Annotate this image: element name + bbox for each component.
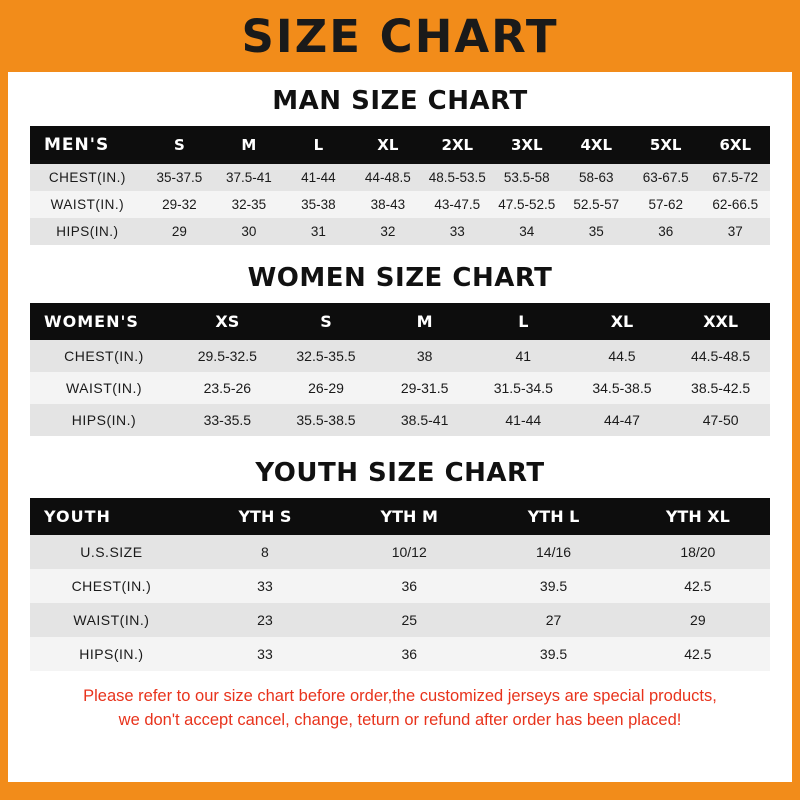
cell: 35-37.5 (145, 164, 214, 191)
header-banner (0, 0, 800, 72)
table-row (30, 569, 770, 603)
cell: 33 (193, 569, 337, 603)
content-area (8, 86, 792, 733)
cell: 34 (492, 218, 561, 245)
cell: 38.5-41 (375, 404, 474, 436)
cell: 67.5-72 (700, 164, 770, 191)
table-row (30, 164, 770, 191)
cell: 44.5 (573, 340, 672, 372)
row-label: CHEST(IN.) (30, 340, 178, 372)
column-header: 5XL (631, 126, 700, 164)
cell: 26-29 (277, 372, 376, 404)
table-row (30, 535, 770, 569)
youth-section-title: YOUTH SIZE CHART (255, 458, 545, 488)
column-header: XXL (671, 303, 770, 340)
cell: 37 (700, 218, 770, 245)
cell: 29 (626, 603, 770, 637)
cell: 23 (193, 603, 337, 637)
cell: 62-66.5 (700, 191, 770, 218)
cell: 38.5-42.5 (671, 372, 770, 404)
cell: 53.5-58 (492, 164, 561, 191)
column-header: WOMEN'S (30, 303, 178, 340)
cell: 58-63 (562, 164, 631, 191)
cell: 57-62 (631, 191, 700, 218)
cell: 27 (481, 603, 625, 637)
column-header: YTH M (337, 498, 481, 535)
row-label: WAIST(IN.) (30, 603, 193, 637)
cell: 42.5 (626, 637, 770, 671)
women-section-title: WOMEN SIZE CHART (247, 263, 553, 293)
column-header: MEN'S (30, 126, 145, 164)
cell: 48.5-53.5 (423, 164, 492, 191)
page-title: SIZE CHART (241, 9, 559, 63)
cell: 25 (337, 603, 481, 637)
row-label: HIPS(IN.) (30, 218, 145, 245)
cell: 8 (193, 535, 337, 569)
cell: 41-44 (474, 404, 573, 436)
column-header: L (284, 126, 353, 164)
column-header: YTH XL (626, 498, 770, 535)
cell: 38 (375, 340, 474, 372)
cell: 47-50 (671, 404, 770, 436)
table-header-row (30, 126, 770, 164)
column-header: 2XL (423, 126, 492, 164)
column-header: XL (573, 303, 672, 340)
column-header: 3XL (492, 126, 561, 164)
cell: 29-32 (145, 191, 214, 218)
cell: 44.5-48.5 (671, 340, 770, 372)
cell: 29 (145, 218, 214, 245)
cell: 63-67.5 (631, 164, 700, 191)
row-label: WAIST(IN.) (30, 191, 145, 218)
table-row (30, 340, 770, 372)
cell: 37.5-41 (214, 164, 283, 191)
cell: 42.5 (626, 569, 770, 603)
column-header: S (145, 126, 214, 164)
row-label: WAIST(IN.) (30, 372, 178, 404)
women-size-table (30, 303, 770, 436)
cell: 32 (353, 218, 422, 245)
cell: 34.5-38.5 (573, 372, 672, 404)
row-label: HIPS(IN.) (30, 404, 178, 436)
cell: 41 (474, 340, 573, 372)
table-row (30, 191, 770, 218)
cell: 41-44 (284, 164, 353, 191)
column-header: YTH S (193, 498, 337, 535)
cell: 36 (337, 637, 481, 671)
man-size-table (30, 126, 770, 245)
cell: 14/16 (481, 535, 625, 569)
footer-note-line-2: we don't accept cancel, change, teturn or refund after order has been placed! (118, 710, 682, 729)
table-header-row (30, 303, 770, 340)
footer-note (30, 685, 770, 733)
cell: 43-47.5 (423, 191, 492, 218)
cell: 36 (337, 569, 481, 603)
column-header: YOUTH (30, 498, 193, 535)
youth-size-table (30, 498, 770, 671)
cell: 23.5-26 (178, 372, 277, 404)
cell: 31.5-34.5 (474, 372, 573, 404)
column-header: YTH L (481, 498, 625, 535)
column-header: XL (353, 126, 422, 164)
column-header: XS (178, 303, 277, 340)
cell: 10/12 (337, 535, 481, 569)
cell: 35.5-38.5 (277, 404, 376, 436)
man-section-title: MAN SIZE CHART (272, 86, 528, 116)
row-label: CHEST(IN.) (30, 164, 145, 191)
column-header: 6XL (700, 126, 770, 164)
column-header: L (474, 303, 573, 340)
cell: 33-35.5 (178, 404, 277, 436)
cell: 30 (214, 218, 283, 245)
cell: 29.5-32.5 (178, 340, 277, 372)
cell: 47.5-52.5 (492, 191, 561, 218)
column-header: 4XL (562, 126, 631, 164)
row-label: HIPS(IN.) (30, 637, 193, 671)
cell: 38-43 (353, 191, 422, 218)
cell: 35-38 (284, 191, 353, 218)
table-header-row (30, 498, 770, 535)
cell: 36 (631, 218, 700, 245)
table-row (30, 404, 770, 436)
column-header: M (214, 126, 283, 164)
footer-banner (0, 782, 800, 800)
table-row (30, 637, 770, 671)
table-row (30, 218, 770, 245)
cell: 44-48.5 (353, 164, 422, 191)
row-label: U.S.SIZE (30, 535, 193, 569)
column-header: M (375, 303, 474, 340)
table-row (30, 603, 770, 637)
cell: 52.5-57 (562, 191, 631, 218)
cell: 33 (423, 218, 492, 245)
cell: 32.5-35.5 (277, 340, 376, 372)
cell: 33 (193, 637, 337, 671)
table-row (30, 372, 770, 404)
cell: 31 (284, 218, 353, 245)
cell: 32-35 (214, 191, 283, 218)
row-label: CHEST(IN.) (30, 569, 193, 603)
cell: 18/20 (626, 535, 770, 569)
column-header: S (277, 303, 376, 340)
cell: 29-31.5 (375, 372, 474, 404)
cell: 44-47 (573, 404, 672, 436)
cell: 35 (562, 218, 631, 245)
cell: 39.5 (481, 569, 625, 603)
footer-note-line-1: Please refer to our size chart before order,the customized jerseys are special products, (83, 687, 717, 705)
cell: 39.5 (481, 637, 625, 671)
